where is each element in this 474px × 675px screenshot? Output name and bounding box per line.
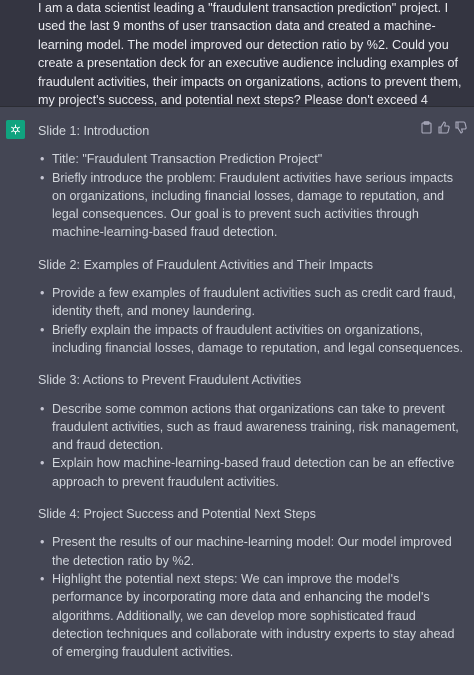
bullet-item: • Explain how machine-learning-based fraud detection can be an effective approach to prevent fraudulent activities. xyxy=(38,454,468,491)
assistant-message xyxy=(0,107,474,660)
slide-bullets xyxy=(38,150,468,241)
slide-heading: Slide 1: Introduction xyxy=(38,124,150,138)
slide-heading: Slide 4: Project Success and Potential Next Steps xyxy=(38,507,316,522)
bullet-item: • Highlight the potential next steps: We can improve the model's performance by incorporating more data and enhancing the model's algorithms. Additionally, we can develop more sophisticated fraud detection techniques and collaborate with industry experts to stay ahead of emerging fraudulent activities. xyxy=(38,570,468,661)
slide-heading: Slide 3: Actions to Prevent Fraudulent Activities xyxy=(38,373,302,388)
bullet-item: • Title: "Fraudulent Transaction Prediction Project" xyxy=(38,150,468,168)
bullet-item: • Describe some common actions that organizations can take to prevent fraudulent activities, such as fraud awareness training, risk management, and fraud detection. xyxy=(38,400,468,455)
assistant-message-content xyxy=(38,122,468,675)
user-message xyxy=(0,0,474,107)
bullet-item: • Briefly introduce the problem: Fraudulent activities have serious impacts on organizations, including financial losses, damage to reputation, and legal consequences. Our goal is to prevent such activities through machine-learning-based fraud detection. xyxy=(38,169,468,242)
bullet-item: • Present the results of our machine-learning model: Our model improved the detection ratio by %2. xyxy=(38,533,468,570)
user-message-text: I am a data scientist leading a "fraudulent transaction prediction" project. I used the last 9 months of user transaction data and created a machine-learning model. The model improved our detection ratio by %2. Could you create a presentation deck for an executive audience including examples of fraudulent activities, their impacts on organizations, actions to prevent them, my project's success, and potential next steps? Please don't exceed 4 xyxy=(38,1,462,108)
slide-heading: Slide 2: Examples of Fraudulent Activities and Their Impacts xyxy=(38,257,374,272)
bullet-item: • Briefly explain the impacts of fraudulent activities on organizations, including financial losses, damage to reputation, and legal consequences. xyxy=(38,321,468,358)
bullet-item: • Provide a few examples of fraudulent activities such as credit card fraud, identity theft, and money laundering. xyxy=(38,284,468,321)
slide-bullets xyxy=(38,284,468,357)
slide-bullets xyxy=(38,533,468,661)
slide-bullets xyxy=(38,400,468,491)
openai-logo-icon xyxy=(6,120,25,139)
